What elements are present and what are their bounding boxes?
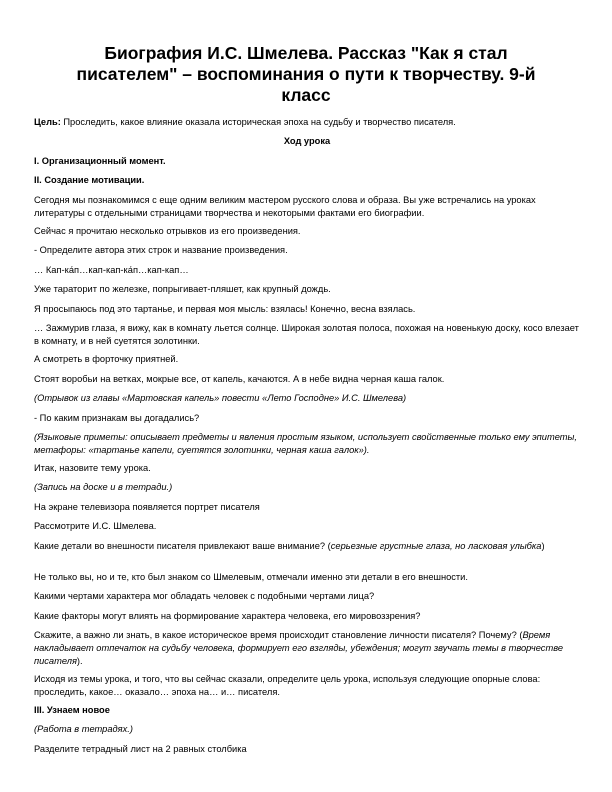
paragraph [34, 629, 580, 668]
paragraph: На экране телевизора появляется портрет писателя [34, 502, 260, 512]
paragraph: Какие факторы могут влиять на формирование характера человека, его мировоззрения? [34, 611, 421, 621]
course-heading: Ход урока [283, 136, 331, 146]
paragraph: Исходя из темы урока, и того, что вы сейчас сказали, определите цель урока, используя следующие опорные слова: проследить, какое… оказало… эпоха на… и… писателя. [34, 674, 541, 697]
paragraph: (Отрывок из главы «Мартовская капель» повести «Лето Господне» И.С. Шмелева) [34, 393, 407, 403]
paragraph: (Языковые приметы: описывает предметы и явления простым языком, использует свойственные только ему эпитеты, метафоры: «тартанье капели, суетятся золотинки, черная каша галок»). [34, 432, 577, 455]
paragraph: … Зажмурив глаза, я вижу, как в комнату льется солнце. Широкая золотая полоса, похожая на новенькую доску, косо влезает в комнату, и в ней суетятся золотинки. [34, 323, 579, 346]
paragraph: А смотреть в форточку приятней. [34, 354, 179, 364]
paragraph: Итак, назовите тему урока. [34, 463, 151, 473]
paragraph: Сейчас я прочитаю несколько отрывков из его произведения. [34, 226, 301, 236]
paragraph: (Работа в тетрадях.) [34, 724, 133, 734]
paragraph: (Запись на доске и в тетради.) [34, 482, 173, 492]
paragraph [34, 540, 580, 553]
paragraph: … Кап-ка́п…кап-кап-ка́п…кап-кап… [34, 265, 189, 275]
text-run-italic: Время накладывает отпечаток на судьбу человека, формирует его взгляды, убеждения; могут звучать темы в творчестве писателя [34, 630, 564, 666]
lesson-goal [34, 116, 580, 129]
paragraph: Какими чертами характера мог обладать человек с подобными чертами лица? [34, 591, 375, 601]
section-heading-1: I. Организационный момент. [34, 156, 166, 166]
paragraph: Разделите тетрадный лист на 2 равных столбика [34, 744, 247, 754]
page-title: Биография И.С. Шмелева. Рассказ "Как я стал писателем" – воспоминания о пути к творчеству. 9-й класс [76, 43, 536, 105]
text-run: Какие детали во внешности писателя привлекают ваше внимание? ( [34, 541, 331, 551]
paragraph: - По каким признакам вы догадались? [34, 413, 200, 423]
text-run: ). [76, 656, 83, 666]
paragraph: Я просыпаюсь под это тартанье, и первая моя мысль: взялась! Конечно, весна взялась. [34, 304, 416, 314]
section-heading-3: III. Узнаем новое [34, 705, 110, 715]
goal-text: Проследить, какое влияние оказала историческая эпоха на судьбу и творчество писателя. [60, 117, 456, 127]
text-run-italic: серьезные грустные глаза, но ласковая улыбка [330, 541, 542, 551]
goal-label: Цель: [34, 117, 61, 127]
text-run: Скажите, а важно ли знать, в какое историческое время происходит становление личности писателя? Почему? ( [34, 630, 523, 640]
section-heading-2: II. Создание мотивации. [34, 175, 145, 185]
paragraph: Уже тараторит по железке, попрыгивает-пляшет, как крупный дождь. [34, 284, 331, 294]
text-run: ) [541, 541, 545, 551]
paragraph: Сегодня мы познакомимся с еще одним великим мастером русского слова и образа. Вы уже встречались на уроках литературы с отдельными страницами творчества и некоторыми фактами его биографии. [34, 195, 536, 218]
paragraph: - Определите автора этих строк и название произведения. [34, 245, 288, 255]
paragraph: Рассмотрите И.С. Шмелева. [34, 521, 157, 531]
paragraph: Не только вы, но и те, кто был знаком со Шмелевым, отмечали именно эти детали в его внешности. [34, 572, 468, 582]
paragraph: Стоят воробьи на ветках, мокрые все, от капель, качаются. А в небе видна черная каша галок. [34, 374, 445, 384]
